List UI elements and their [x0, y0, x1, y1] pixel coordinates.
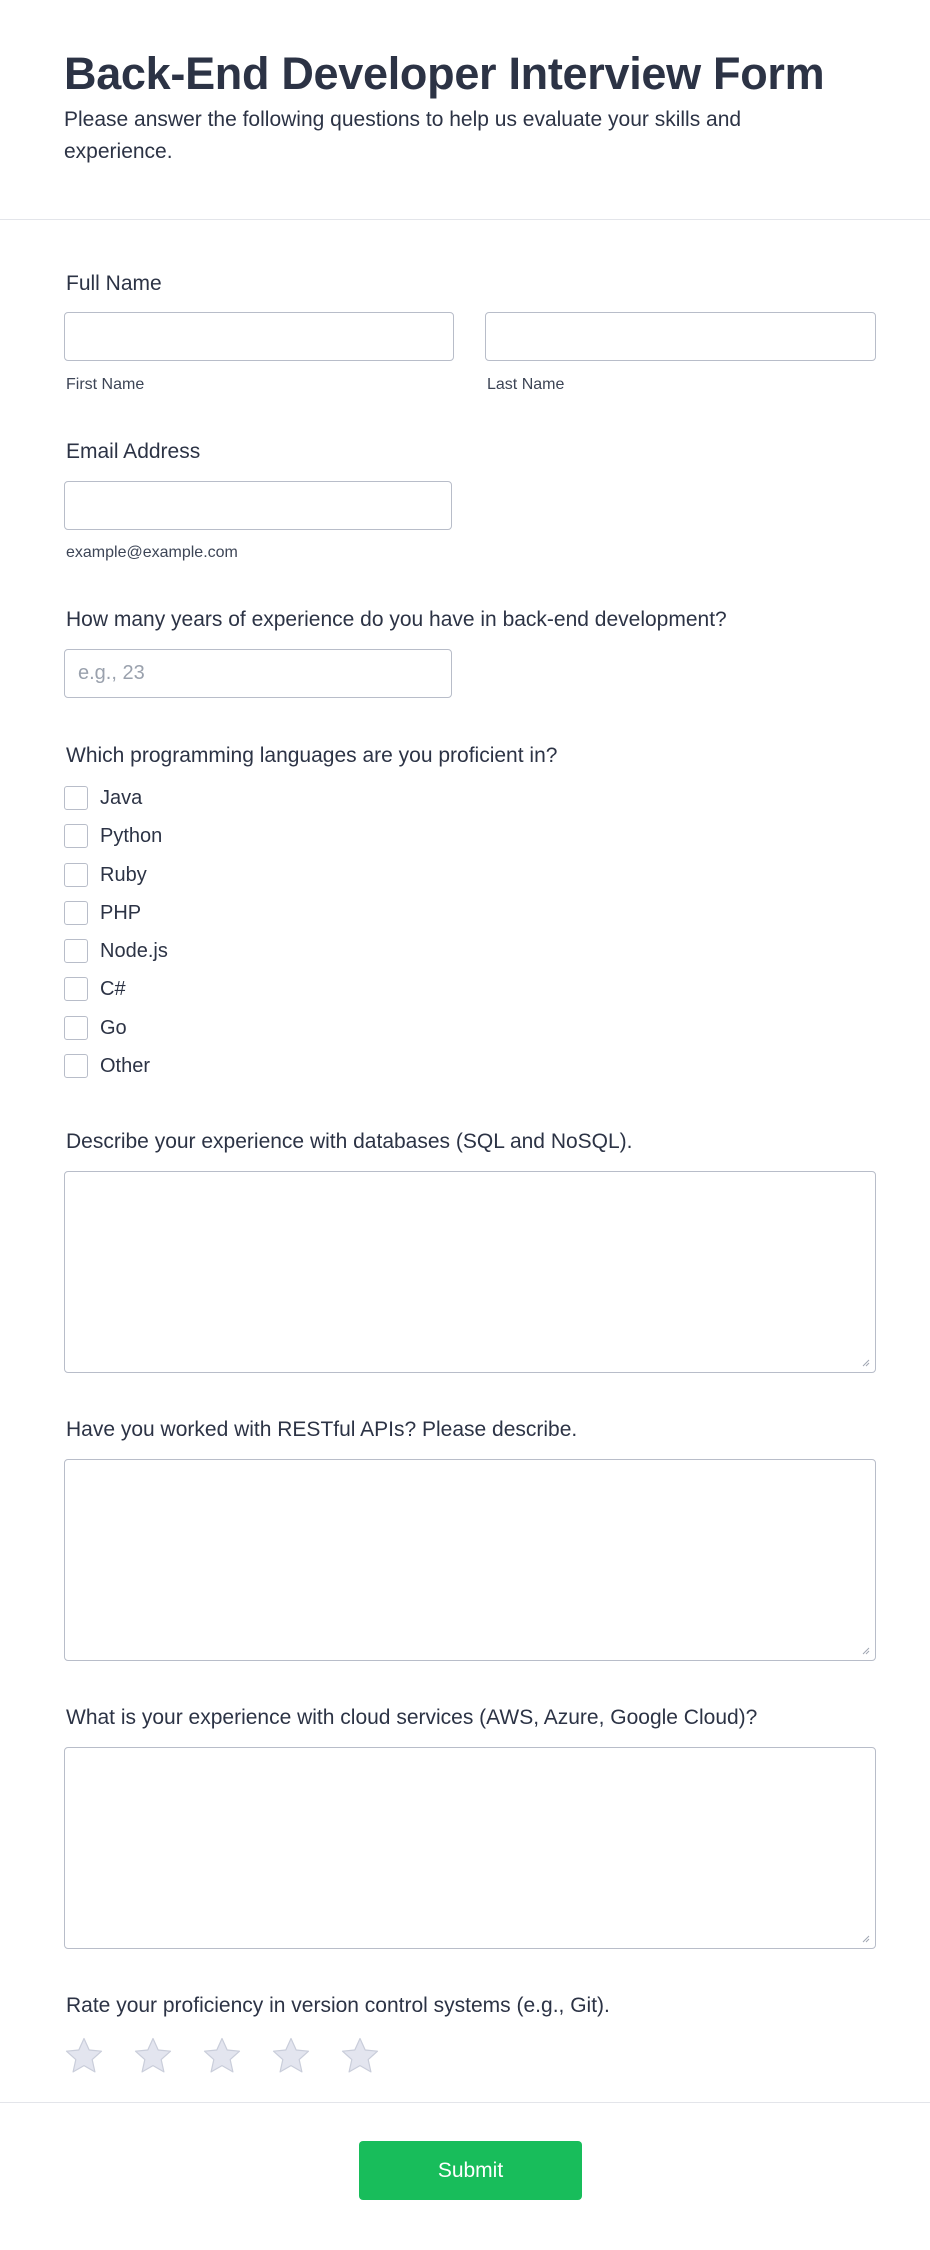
- checkbox-label[interactable]: Python: [100, 825, 163, 848]
- databases-textarea[interactable]: [64, 1171, 876, 1373]
- language-option-go[interactable]: [64, 1016, 168, 1054]
- checkbox[interactable]: [64, 863, 88, 887]
- checkbox[interactable]: [64, 901, 88, 925]
- checkbox[interactable]: [64, 939, 88, 963]
- star-rating: [64, 2036, 409, 2076]
- language-option-java[interactable]: [64, 786, 168, 824]
- language-option-nodejs[interactable]: [64, 939, 168, 977]
- checkbox-label[interactable]: C#: [100, 978, 126, 1001]
- checkbox[interactable]: [64, 1054, 88, 1078]
- form-footer: [0, 2102, 930, 2250]
- checkbox-label[interactable]: Ruby: [100, 863, 147, 886]
- email-sublabel: example@example.com: [66, 544, 238, 561]
- language-option-ruby[interactable]: [64, 863, 168, 901]
- last-name-sublabel: Last Name: [487, 376, 565, 393]
- language-option-csharp[interactable]: [64, 977, 168, 1015]
- language-option-php[interactable]: [64, 901, 168, 939]
- star-icon[interactable]: [133, 2036, 173, 2076]
- languages-checklist: [64, 786, 168, 1092]
- full-name-label: Full Name: [66, 272, 162, 295]
- checkbox-label[interactable]: Java: [100, 787, 143, 809]
- submit-button[interactable]: Submit: [359, 2141, 582, 2200]
- checkbox-label[interactable]: Node.js: [100, 940, 168, 963]
- email-input[interactable]: [64, 481, 452, 530]
- checkbox-label[interactable]: Go: [100, 1016, 127, 1039]
- star-icon[interactable]: [64, 2036, 104, 2076]
- experience-input[interactable]: [64, 649, 452, 698]
- apis-textarea[interactable]: [64, 1459, 876, 1661]
- resize-grip-icon[interactable]: [860, 1645, 870, 1655]
- first-name-sublabel: First Name: [66, 376, 145, 393]
- first-name-input[interactable]: [64, 312, 454, 361]
- page-title: Back-End Developer Interview Form: [64, 48, 825, 99]
- star-icon[interactable]: [340, 2036, 380, 2076]
- form-header: [0, 0, 930, 220]
- last-name-input[interactable]: [485, 312, 876, 361]
- language-option-other[interactable]: [64, 1054, 168, 1092]
- email-label: Email Address: [66, 440, 201, 463]
- star-icon[interactable]: [202, 2036, 242, 2076]
- checkbox[interactable]: [64, 977, 88, 1001]
- experience-label: How many years of experience do you have in back-end development?: [66, 608, 727, 631]
- star-icon[interactable]: [271, 2036, 311, 2076]
- checkbox[interactable]: [64, 1016, 88, 1040]
- resize-grip-icon[interactable]: [860, 1357, 870, 1367]
- language-option-python[interactable]: [64, 824, 168, 862]
- checkbox-label[interactable]: Other: [100, 1055, 151, 1078]
- checkbox[interactable]: [64, 824, 88, 848]
- page-subtitle: Please answer the following questions to help us evaluate your skills and experience.: [64, 108, 742, 163]
- apis-label: Have you worked with RESTful APIs? Please describe.: [66, 1418, 578, 1441]
- cloud-textarea[interactable]: [64, 1747, 876, 1949]
- checkbox-label[interactable]: PHP: [100, 901, 142, 924]
- databases-label: Describe your experience with databases (SQL and NoSQL).: [66, 1130, 633, 1153]
- resize-grip-icon[interactable]: [860, 1933, 870, 1943]
- checkbox[interactable]: [64, 786, 88, 810]
- cloud-label: What is your experience with cloud services (AWS, Azure, Google Cloud)?: [66, 1706, 758, 1729]
- languages-label: Which programming languages are you proficient in?: [66, 744, 558, 767]
- rating-label: Rate your proficiency in version control systems (e.g., Git).: [66, 1994, 610, 2017]
